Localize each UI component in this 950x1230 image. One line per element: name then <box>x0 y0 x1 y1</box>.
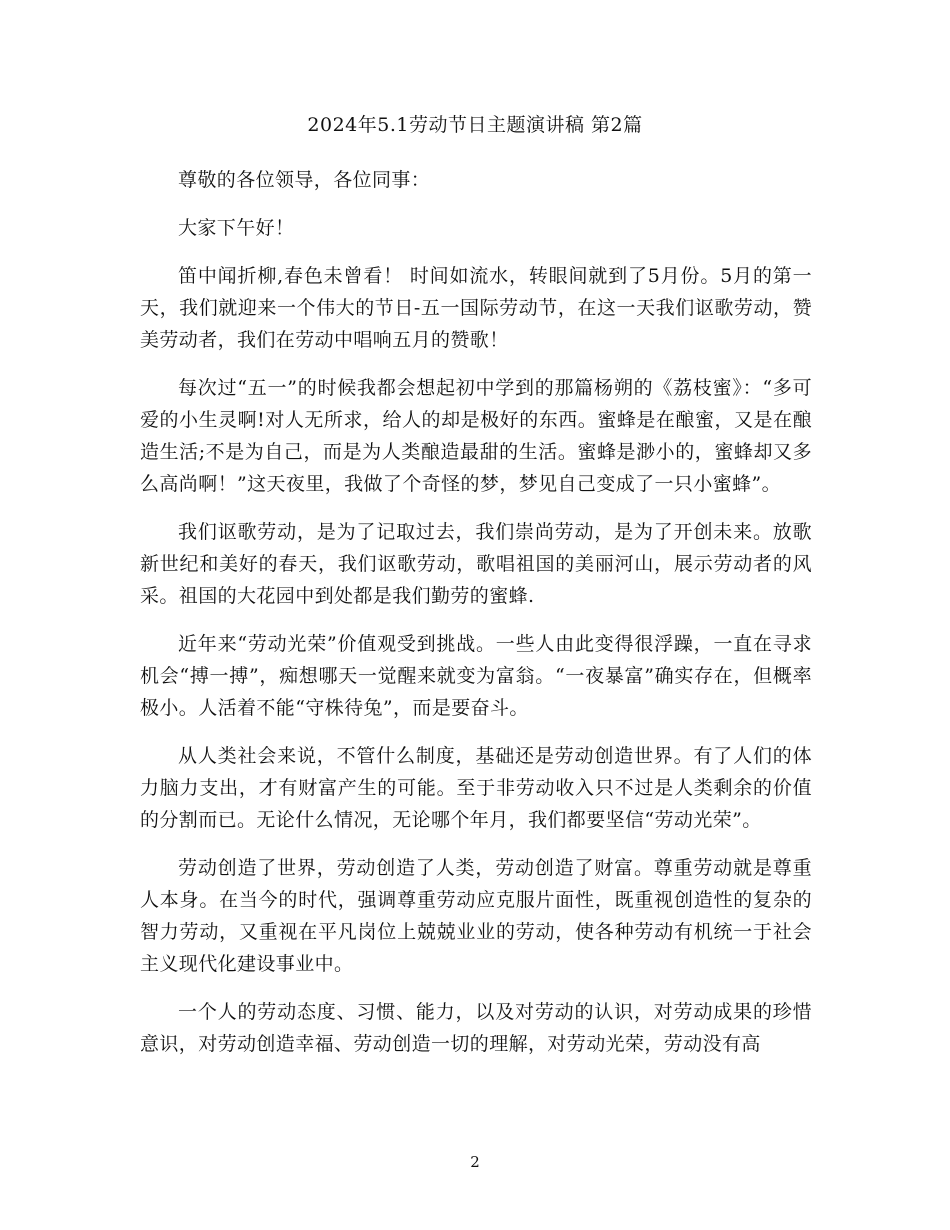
paragraph: 近年来“劳动光荣”价值观受到挑战。一些人由此变得很浮躁，一直在寻求机会“搏一搏”，痴想哪天一觉醒来就变为富翁。“一夜暴富”确实存在，但概率极小。人活着不能“守株待兔”，而是要奋斗。 <box>140 633 812 719</box>
page-number: 2 <box>470 1153 480 1171</box>
paragraph: 从人类社会来说，不管什么制度，基础还是劳动创造世界。有了人们的体力脑力支出，才有财富产生的可能。至于非劳动收入只不过是人类剩余的价值的分割而已。无论什么情况，无论哪个年月，我们都要坚信“劳动光荣”。 <box>140 745 812 831</box>
paragraph: 我们讴歌劳动，是为了记取过去，我们崇尚劳动，是为了开创未来。放歌新世纪和美好的春天，我们讴歌劳动，歌唱祖国的美丽河山，展示劳动者的风采。祖国的大花园中到处都是我们勤劳的蜜蜂. <box>140 521 812 607</box>
paragraph: 劳动创造了世界，劳动创造了人类，劳动创造了财富。尊重劳动就是尊重人本身。在当今的时代，强调尊重劳动应克服片面性，既重视创造性的复杂的智力劳动，又重视在平凡岗位上兢兢业业的劳动，使各种劳动有机统一于社会主义现代化建设事业中。 <box>140 857 812 975</box>
paragraph: 每次过“五一”的时候我都会想起初中学到的那篇杨朔的《荔枝蜜》：“多可爱的小生灵啊!对人无所求，给人的却是极好的东西。蜜蜂是在酿蜜，又是在酿造生活;不是为自己，而是为人类酿造最甜的生活。蜜蜂是渺小的，蜜蜂却又多么高尚啊！”这天夜里，我做了个奇怪的梦，梦见自己变成了一只小蜜蜂”。 <box>140 377 812 495</box>
paragraph: 笛中闻折柳,春色未曾看！ 时间如流水，转眼间就到了5月份。5月的第一天，我们就迎来一个伟大的节日-五一国际劳动节，在这一天我们讴歌劳动，赞美劳动者，我们在劳动中唱响五月的赞歌！ <box>140 265 812 351</box>
paragraph: 一个人的劳动态度、习惯、能力，以及对劳动的认识，对劳动成果的珍惜意识，对劳动创造幸福、劳动创造一切的理解，对劳动光荣，劳动没有高 <box>140 1001 812 1055</box>
paragraph-greeting: 大家下午好！ <box>178 217 295 239</box>
paragraph-salutation: 尊敬的各位领导，各位同事： <box>178 169 431 191</box>
document-title: 2024年5.1劳动节日主题演讲稿 第2篇 <box>307 114 643 136</box>
document-body <box>140 164 812 1076</box>
